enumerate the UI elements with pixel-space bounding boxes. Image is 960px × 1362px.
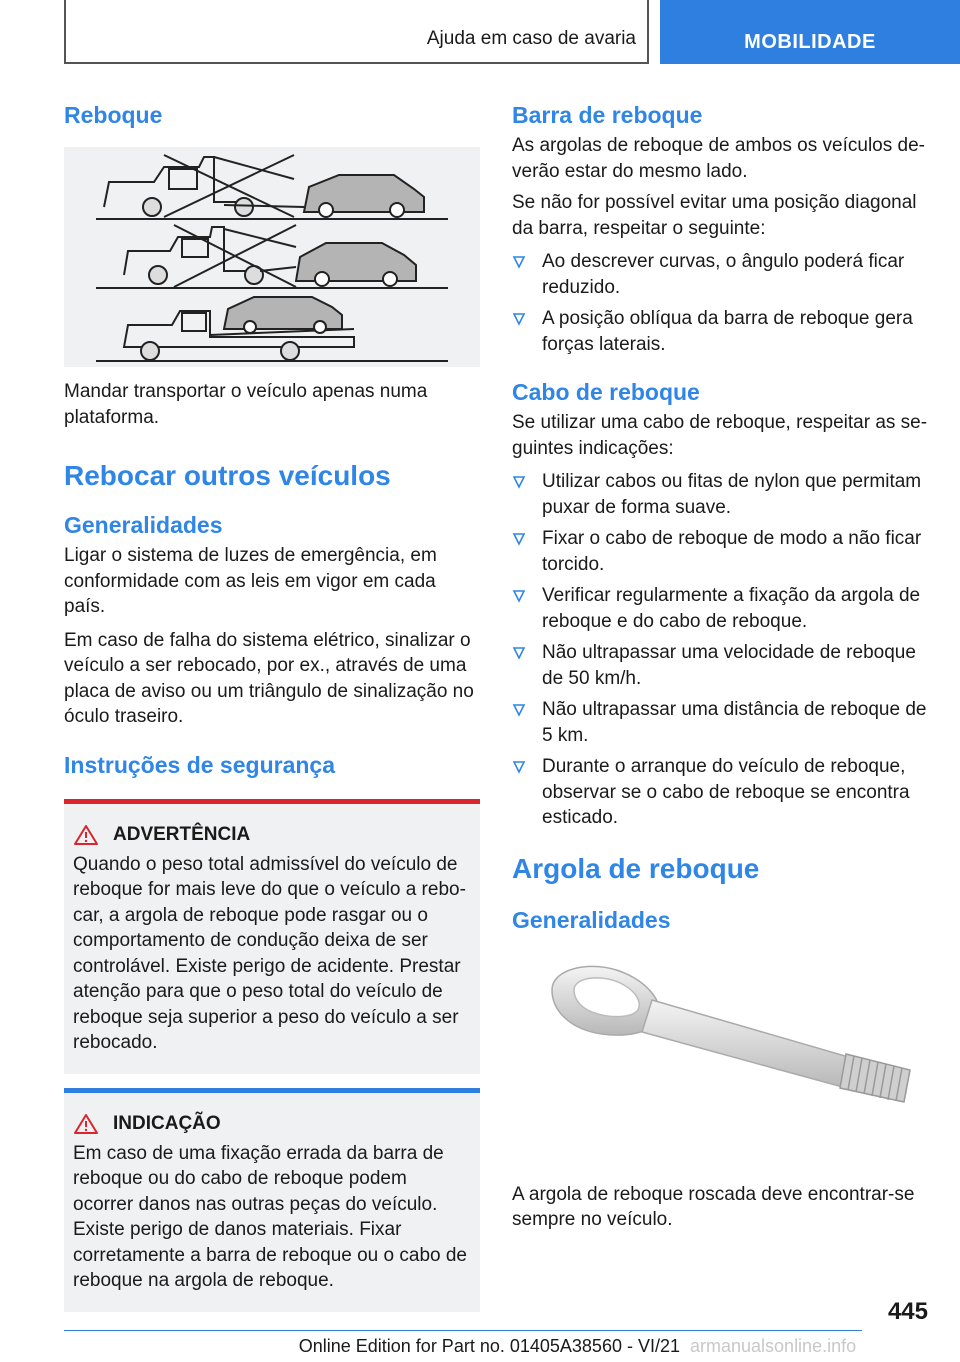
page-number: 445 [887,1298,928,1325]
paragraph-2: Em caso de falha do sistema elétrico, sinalizar o veículo a ser rebocado, por ex., através de uma placa de aviso ou um triângulo de sinalização no óculo traseiro. [64,629,474,727]
bullet-triangle-icon [512,589,526,603]
right-column [512,100,928,1233]
heading-rebocar: Rebocar outros veículos [64,460,391,491]
tow-trucks-illustration [64,147,480,367]
note-title: INDICAÇÃO [113,1112,221,1134]
warning-title: ADVERTÊNCIA [113,823,251,845]
barra-paragraph-1: As argolas de reboque de ambos os veículos deverão estar do mesmo lado. [512,135,925,182]
header-divider [647,0,649,64]
list-item: Fixar o cabo de reboque de modo a não ficar torcido. [512,526,928,577]
heading-generalidades-2: Generalidades [512,906,671,933]
tow-eye-figure [512,950,928,1170]
warning-box [64,799,480,1074]
warning-triangle-icon [73,824,99,846]
heading-cabo: Cabo de reboque [512,379,700,405]
bullet-triangle-icon [512,760,526,774]
list-item: Utilizar cabos ou fitas de nylon que permitam puxar de forma suave. [512,469,928,520]
tow-eye-illustration [512,950,928,1170]
bullet-triangle-icon [512,532,526,546]
note-text: Em caso de uma fixação errada da barra de reboque ou do cabo de reboque podem ocorrer danos nas outras peças do veículo. Existe perigo de danos materiais. Fixar corretamente a barra de reboque ou o cabo de reboque na argola de reboque. [73,1142,467,1291]
list-item: Não ultrapassar uma distância de reboque de 5 km. [512,697,928,748]
watermark-logo: armanualsonline.info [690,1336,857,1356]
list-item: A posição oblíqua da barra de reboque gera forças laterais. [512,306,928,357]
bullet-triangle-icon [512,703,526,717]
bullet-triangle-icon [512,475,526,489]
header-bottom-rule [64,62,648,64]
barra-bullet-list [512,249,928,357]
caution-triangle-icon [73,1113,99,1135]
heading-instrucoes: Instruções de segurança [64,751,335,778]
bullet-triangle-icon [512,312,526,326]
left-column [64,100,480,1312]
footer-rule [64,1330,862,1331]
bullet-triangle-icon [512,646,526,660]
paragraph-1: Ligar o sistema de luzes de emergência, em conformidade com as leis em vigor em cada país. [64,545,437,617]
list-item: Durante o arranque do veículo de reboque, observar se o cabo de reboque se encontra esticado. [512,754,928,831]
header-left-rule [64,0,66,64]
figure1-caption: Mandar transportar o veículo apenas numa plataforma. [64,381,428,428]
list-item: Não ultrapassar uma velocidade de reboque de 50 km/h. [512,640,928,691]
note-box [64,1088,480,1312]
list-item: Verificar regularmente a fixação da argola de reboque e do cabo de reboque. [512,583,928,634]
towing-figure [64,147,480,367]
cabo-paragraph: Se utilizar uma cabo de reboque, respeitar as seguintes indicações: [512,412,928,459]
heading-reboque: Reboque [64,102,163,128]
bullet-triangle-icon [512,255,526,269]
list-item: Ao descrever curvas, o ângulo poderá ficar reduzido. [512,249,928,300]
heading-barra: Barra de reboque [512,102,703,128]
header-section-title: Ajuda em caso de avaria [426,28,636,49]
figure2-caption: A argola de reboque roscada deve encontrar-se sempre no veículo. [512,1183,915,1230]
chapter-label: MOBILIDADE [744,30,876,53]
heading-argola: Argola de reboque [512,852,760,884]
warning-text: Quando o peso total admissível do veículo de reboque for mais leve do que o veículo a rebocar, a argola de reboque pode rasgar ou o comportamento de condução deixa de ser controlável. Existe perigo de acidente. Prestar atenção para que o peso total do veículo de reboque seja superior a peso do veículo a ser rebocado. [73,853,466,1053]
cabo-bullet-list [512,469,928,831]
header-chapter-tab[interactable] [660,0,960,64]
barra-paragraph-2: Se não for possível evitar uma posição diagonal da barra, respeitar o seguinte: [512,192,917,239]
heading-generalidades: Generalidades [64,512,223,538]
footer-edition: Online Edition for Part no. 01405A38560 - VI/21 [298,1336,680,1356]
